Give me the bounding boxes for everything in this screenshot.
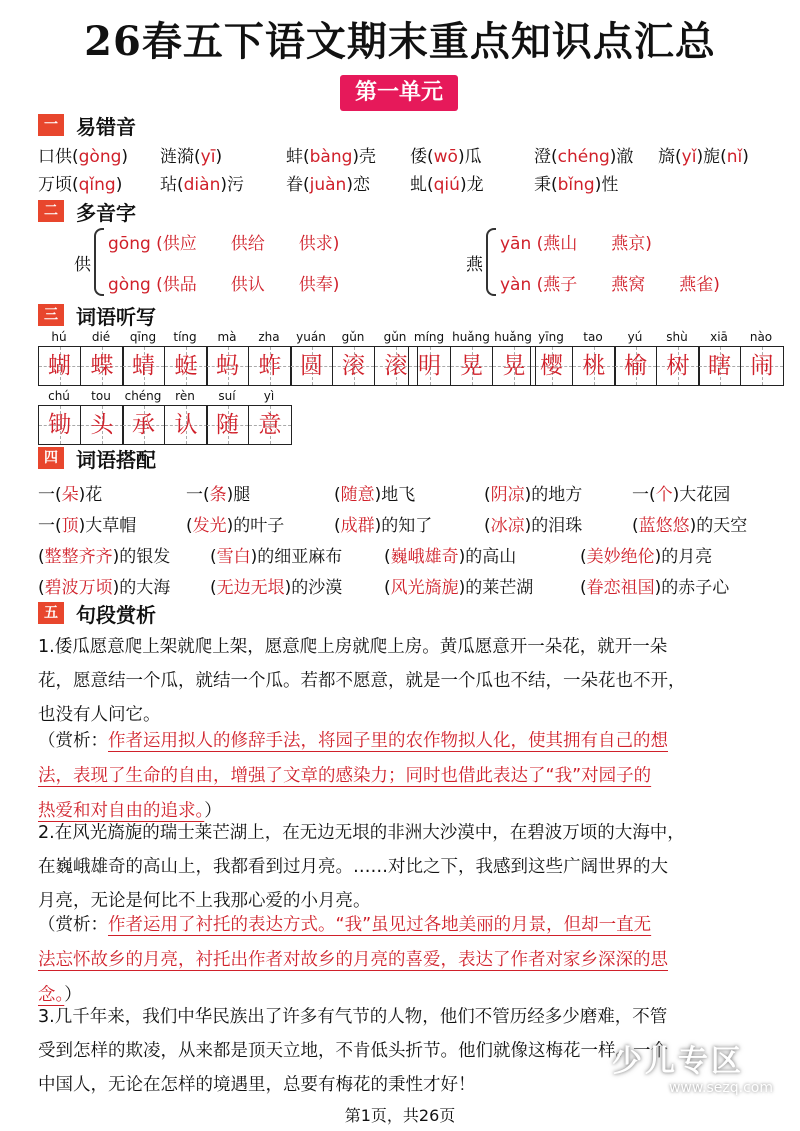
word-part: )恋: [346, 175, 370, 195]
pinyin: yān: [500, 234, 532, 254]
dictation-word: [206, 330, 292, 386]
tianzige-boxes: [122, 346, 208, 386]
pinyin: yú: [627, 330, 643, 344]
word-part: 口供(: [38, 147, 79, 167]
tianzige-boxes: [408, 346, 536, 386]
pinyin-row: [38, 330, 124, 346]
passage-line: 3.几千年来，我们中华民族出了许多有气节的人物，他们不管历经多少磨难，不管: [38, 1007, 668, 1027]
tianzige-cell: [249, 347, 291, 385]
easy-mistake-item: [160, 142, 222, 167]
tianzige-cell: [207, 347, 249, 385]
page-title: 26春五下语文期末重点知识点汇总: [84, 18, 716, 65]
section-title: 词语搭配: [76, 447, 156, 472]
collocation-answer: 个: [655, 485, 673, 505]
analysis-1: [38, 724, 768, 829]
collocation-item: [210, 573, 342, 598]
tianzige-boxes: [122, 405, 208, 445]
word-part: (: [38, 578, 45, 598]
pinyin-row: [614, 330, 700, 346]
pinyin: chéng: [557, 147, 610, 167]
pinyin-row: [290, 330, 418, 346]
page-footer: 第1页，共26页: [344, 1106, 456, 1125]
unit-badge: 第一单元: [340, 75, 458, 111]
dictation-char: 蝶: [90, 353, 114, 379]
tianzige-cell: [615, 347, 657, 385]
pinyin: yī: [200, 147, 216, 167]
word-part: (: [632, 516, 639, 536]
easy-mistake-item: [410, 142, 482, 167]
section-header-collocations: [38, 445, 156, 471]
collocation-item: [38, 480, 102, 505]
tianzige-cell: [573, 347, 615, 385]
tianzige-cell: [39, 347, 81, 385]
collocation-answer: 蓝悠悠: [638, 516, 690, 536]
word-part: )污: [220, 175, 244, 195]
tianzige-cell: [493, 347, 535, 385]
collocation-item: [38, 573, 170, 598]
tianzige-cell: [531, 347, 573, 385]
pinyin: tíng: [173, 330, 197, 344]
tianzige-cell: [699, 347, 741, 385]
word-part: )瓜: [457, 147, 482, 167]
collocation-answer: 阴凉: [490, 485, 525, 505]
pinyin: xiā: [710, 330, 728, 344]
word-part: 一(: [186, 485, 210, 505]
word-part: (: [384, 578, 391, 598]
collocation-answer: 整整齐齐: [44, 547, 113, 567]
word-part: )大草帽: [78, 516, 137, 536]
word-part: )澈: [609, 147, 634, 167]
section-header-easy-mistakes: [38, 112, 136, 138]
dictation-char: 滚: [384, 353, 408, 379]
pinyin-row: [206, 330, 292, 346]
word-part: (: [580, 578, 587, 598]
dictation-char: 晃: [502, 353, 526, 379]
word-part: (: [210, 547, 217, 567]
collocation-answer: 雪白: [216, 547, 251, 567]
pinyin-row: [122, 330, 208, 346]
word-part: 一(: [632, 485, 656, 505]
word-part: )的沙漠: [284, 578, 343, 598]
word-part: )龙: [459, 175, 484, 195]
collocation-answer: 随意: [340, 485, 375, 505]
tianzige-cell: [123, 406, 165, 444]
word-part: 眷(: [286, 175, 310, 195]
pinyin: tou: [91, 389, 111, 403]
section-header-dictation: [38, 302, 156, 328]
pinyin: rèn: [175, 389, 195, 403]
word-part: )花: [78, 485, 103, 505]
passage-1: [38, 630, 768, 732]
pinyin: míng: [413, 330, 445, 344]
word-part: )腿: [226, 485, 251, 505]
analysis-2: [38, 908, 768, 1013]
easy-mistake-item: [38, 170, 122, 195]
polyphone-char-gong: 供: [74, 255, 91, 275]
pinyin: suí: [218, 389, 236, 403]
word-part: )的银发: [112, 547, 171, 567]
section-title: 多音字: [76, 200, 136, 225]
collocation-answer: 美妙绝伦: [586, 547, 655, 567]
pinyin: shù: [666, 330, 688, 344]
pinyin: zha: [258, 330, 280, 344]
pinyin: juàn: [309, 175, 347, 195]
pinyin: qiú: [433, 175, 460, 195]
section-number: 四: [38, 447, 64, 469]
analysis-text: 热爱和对自由的追求。: [38, 801, 205, 821]
collocation-answer: 风光旖旎: [390, 578, 459, 598]
example-words: (供品 供认 供奉): [156, 275, 340, 295]
analysis-text: 法，表现了生命的自由，增强了文章的感染力；同时也借此表达了“我”对园子的: [38, 766, 652, 786]
word-part: ): [121, 147, 129, 167]
collocation-answer: 顶: [61, 516, 79, 536]
pinyin: yǐ: [681, 147, 697, 167]
passage-line: 月亮，无论是何比不上我那心爱的小月亮。: [38, 891, 371, 911]
easy-mistake-item: [38, 142, 128, 167]
polyphone-gong-reading-2: [108, 270, 339, 295]
dictation-char: 承: [132, 412, 155, 438]
dictation-char: 头: [90, 412, 114, 438]
dictation-char: 瞎: [708, 353, 731, 379]
collocation-item: [38, 542, 170, 567]
pinyin: nào: [749, 330, 773, 344]
dictation-char: 滚: [342, 353, 365, 379]
collocation-item: [632, 511, 747, 536]
dictation-word: [122, 330, 208, 386]
pinyin: bǐng: [557, 175, 595, 195]
pinyin: mà: [217, 330, 237, 344]
collocation-item: [580, 542, 712, 567]
passage-line: 中国人，无论在怎样的境遇里，总要有梅花的秉性才好！: [38, 1075, 476, 1095]
word-part: )的赤子心: [654, 578, 730, 598]
pinyin: qīng: [129, 330, 157, 344]
easy-mistake-item: [286, 142, 376, 167]
collocation-item: [38, 511, 136, 536]
word-part: (: [334, 516, 341, 536]
dictation-word: [530, 330, 616, 386]
word-part: )的叶子: [226, 516, 285, 536]
word-part: )的天空: [689, 516, 748, 536]
dictation-word: [698, 330, 784, 386]
collocation-answer: 冰凉: [490, 516, 525, 536]
tianzige-cell: [291, 347, 333, 385]
dictation-char: 榆: [624, 353, 647, 379]
pinyin: wō: [433, 147, 458, 167]
dictation-char: 随: [216, 412, 239, 438]
word-part: 虬(: [410, 175, 434, 195]
section-number: 三: [38, 304, 64, 326]
section-number: 二: [38, 200, 64, 222]
passage-line: 花，愿意结一个瓜，就结一个瓜。若都不愿意，就是一个瓜也不结，一朵花也不开，: [38, 671, 686, 691]
dictation-char: 蚂: [216, 353, 239, 379]
collocation-answer: 发光: [192, 516, 227, 536]
passage-line: 1.倭瓜愿意爬上架就爬上架，愿意爬上房就爬上房。黄瓜愿意开一朵花，就开一朵: [38, 637, 668, 657]
collocation-answer: 条: [209, 485, 227, 505]
pinyin: huǎng: [494, 330, 532, 344]
pinyin: qǐng: [78, 175, 116, 195]
dictation-word: [122, 389, 208, 445]
pinyin-row: [206, 389, 292, 405]
pinyin: bàng: [309, 147, 353, 167]
word-part: 蚌(: [286, 147, 310, 167]
dictation-char: 蚱: [258, 353, 282, 379]
watermark-logo: [612, 1036, 787, 1108]
pinyin: dié: [91, 330, 111, 344]
collocation-answer: 碧波万顷: [44, 578, 113, 598]
word-part: )旎(: [696, 147, 727, 167]
easy-mistake-item: [410, 170, 484, 195]
word-part: (: [210, 578, 217, 598]
section-title: 易错音: [76, 114, 136, 139]
analysis-text: 作者运用了衬托的表达方式。“我”虽见过各地美丽的月景，但却一直无: [108, 915, 652, 935]
section-number: 一: [38, 114, 64, 136]
tianzige-boxes: [206, 405, 292, 445]
tianzige-cell: [207, 406, 249, 444]
word-part: 一(: [38, 516, 62, 536]
word-part: )地飞: [374, 485, 416, 505]
dictation-word: [206, 389, 292, 445]
word-part: 旖(: [658, 147, 682, 167]
watermark-brand: 少儿专区: [612, 1044, 744, 1079]
pinyin: yàn: [500, 275, 532, 295]
tianzige-cell: [165, 347, 207, 385]
dictation-char: 认: [174, 412, 198, 438]
polyphone-yan-reading-2: [500, 270, 720, 295]
dictation-char: 桃: [582, 353, 606, 379]
pinyin-row: [530, 330, 616, 346]
word-part: )的高山: [458, 547, 517, 567]
word-part: ): [742, 147, 749, 167]
dictation-char: 锄: [48, 412, 71, 438]
word-part: 玷(: [160, 175, 184, 195]
analysis-open: （赏析：: [38, 731, 108, 751]
collocation-item: [484, 480, 582, 505]
word-part: (: [484, 516, 491, 536]
dictation-word: [290, 330, 418, 386]
collocation-item: [580, 573, 729, 598]
tianzige-cell: [165, 406, 207, 444]
passage-2: [38, 816, 768, 918]
passage-line: 在巍峨雄奇的高山上，我都看到过月亮。……对比之下，我感到这些广阔世界的大: [38, 857, 668, 877]
pinyin-row: [122, 389, 208, 405]
brace: [486, 228, 496, 296]
collocation-answer: 巍峨雄奇: [390, 547, 459, 567]
pinyin: gòng: [108, 275, 151, 295]
word-part: )大花园: [672, 485, 731, 505]
analysis-open: （赏析：: [38, 915, 108, 935]
dictation-char: 树: [666, 353, 690, 379]
dictation-char: 蝴: [48, 353, 71, 379]
collocation-answer: 成群: [340, 516, 375, 536]
pinyin-row: [38, 389, 124, 405]
pinyin: yì: [263, 389, 275, 403]
analysis-close: ）: [204, 801, 222, 821]
tianzige-cell: [81, 406, 123, 444]
word-part: )的知了: [374, 516, 433, 536]
word-part: ): [115, 175, 123, 195]
dictation-word: [38, 330, 124, 386]
pinyin: gōng: [108, 234, 151, 254]
word-part: (: [186, 516, 193, 536]
word-part: (: [384, 547, 391, 567]
section-header-polyphones: [38, 198, 136, 224]
passage-line: 也没有人问它。: [38, 705, 161, 725]
easy-mistake-item: [160, 170, 244, 195]
dictation-word: [614, 330, 700, 386]
easy-mistake-item: [286, 170, 370, 195]
analysis-text: 念。: [38, 985, 65, 1005]
dictation-char: 晃: [460, 353, 483, 379]
pinyin: tao: [583, 330, 603, 344]
word-part: )的泪珠: [524, 516, 583, 536]
pinyin: chú: [48, 389, 70, 403]
word-part: 秉(: [534, 175, 558, 195]
pinyin: chéng: [124, 389, 162, 403]
dictation-char: 圆: [300, 353, 323, 379]
watermark-url: www.sezq.com: [668, 1080, 773, 1096]
word-part: )壳: [352, 147, 377, 167]
pinyin: yīng: [538, 330, 564, 344]
word-part: )的细亚麻布: [250, 547, 343, 567]
example-words: (燕子 燕窝 燕雀): [536, 275, 720, 295]
dictation-char: 蜓: [174, 353, 198, 379]
collocation-item: [334, 511, 432, 536]
tianzige-cell: [123, 347, 165, 385]
dictation-char: 樱: [540, 353, 563, 379]
collocation-answer: 朵: [61, 485, 79, 505]
collocation-item: [384, 542, 516, 567]
tianzige-cell: [657, 347, 699, 385]
pinyin: diàn: [183, 175, 221, 195]
dictation-char: 明: [418, 353, 441, 379]
tianzige-boxes: [614, 346, 700, 386]
collocation-item: [632, 480, 730, 505]
analysis-close: ）: [64, 985, 82, 1005]
analysis-text: 法忘怀故乡的月亮，衬托出作者对故乡的月亮的喜爱，表达了作者对家乡深深的思: [38, 950, 668, 970]
pinyin: hú: [51, 330, 67, 344]
tianzige-cell: [741, 347, 783, 385]
pinyin: yuán: [296, 330, 326, 344]
word-part: )的莱芒湖: [458, 578, 534, 598]
pinyin: gòng: [78, 147, 122, 167]
tianzige-cell: [451, 347, 493, 385]
polyphone-yan-reading-1: [500, 229, 652, 254]
collocation-answer: 眷恋祖国: [586, 578, 655, 598]
pinyin: gǔn: [383, 330, 407, 344]
collocation-item: [384, 573, 533, 598]
tianzige-cell: [39, 406, 81, 444]
tianzige-cell: [81, 347, 123, 385]
word-part: )的月亮: [654, 547, 713, 567]
easy-mistake-item: [658, 142, 749, 167]
word-part: 倭(: [410, 147, 434, 167]
pinyin: nǐ: [726, 147, 743, 167]
easy-mistake-item: [534, 142, 633, 167]
tianzige-boxes: [206, 346, 292, 386]
example-words: (供应 供给 供求): [156, 234, 340, 254]
pinyin: huǎng: [452, 330, 490, 344]
pinyin-row: [698, 330, 784, 346]
tianzige-boxes: [38, 405, 124, 445]
dictation-char: 蜻: [132, 353, 155, 379]
section-header-passage-analysis: [38, 600, 156, 626]
section-title: 句段赏析: [76, 602, 156, 627]
tianzige-cell: [333, 347, 375, 385]
passage-line: 受到怎样的欺凌，从来都是顶天立地，不肯低头折节。他们就像这梅花一样。一个: [38, 1041, 668, 1061]
collocation-item: [334, 480, 415, 505]
dictation-char: 意: [258, 412, 282, 438]
word-part: (: [38, 547, 45, 567]
section-title: 词语听写: [76, 304, 156, 329]
brace: [94, 228, 104, 296]
collocation-item: [186, 480, 250, 505]
dictation-word: [408, 330, 536, 386]
tianzige-boxes: [698, 346, 784, 386]
word-part: 一(: [38, 485, 62, 505]
dictation-word: [38, 389, 124, 445]
word-part: ): [215, 147, 223, 167]
easy-mistake-item: [534, 170, 618, 195]
polyphone-char-yan: 燕: [466, 255, 483, 275]
pinyin: gǔn: [341, 330, 365, 344]
pinyin-row: [408, 330, 536, 346]
word-part: )性: [594, 175, 619, 195]
example-words: (燕山 燕京): [536, 234, 652, 254]
tianzige-boxes: [530, 346, 616, 386]
collocation-answer: 无边无垠: [216, 578, 285, 598]
collocation-item: [186, 511, 284, 536]
word-part: (: [334, 485, 341, 505]
word-part: (: [484, 485, 491, 505]
tianzige-cell: [409, 347, 451, 385]
word-part: 万顷(: [38, 175, 79, 195]
word-part: (: [580, 547, 587, 567]
word-part: )的大海: [112, 578, 171, 598]
tianzige-boxes: [38, 346, 124, 386]
word-part: 澄(: [534, 147, 558, 167]
tianzige-boxes: [290, 346, 418, 386]
polyphone-gong-reading-1: [108, 229, 339, 254]
section-number: 五: [38, 602, 64, 624]
passage-line: 2.在风光旖旎的瑞士莱芒湖上，在无边无垠的非洲大沙漠中，在碧波万顷的大海中，: [38, 823, 685, 843]
collocation-item: [484, 511, 582, 536]
collocation-item: [210, 542, 342, 567]
dictation-char: 闹: [750, 353, 774, 379]
word-part: 涟漪(: [160, 147, 201, 167]
tianzige-cell: [249, 406, 291, 444]
word-part: )的地方: [524, 485, 583, 505]
analysis-text: 作者运用拟人的修辞手法，将园子里的农作物拟人化，使其拥有自己的想: [108, 731, 668, 751]
